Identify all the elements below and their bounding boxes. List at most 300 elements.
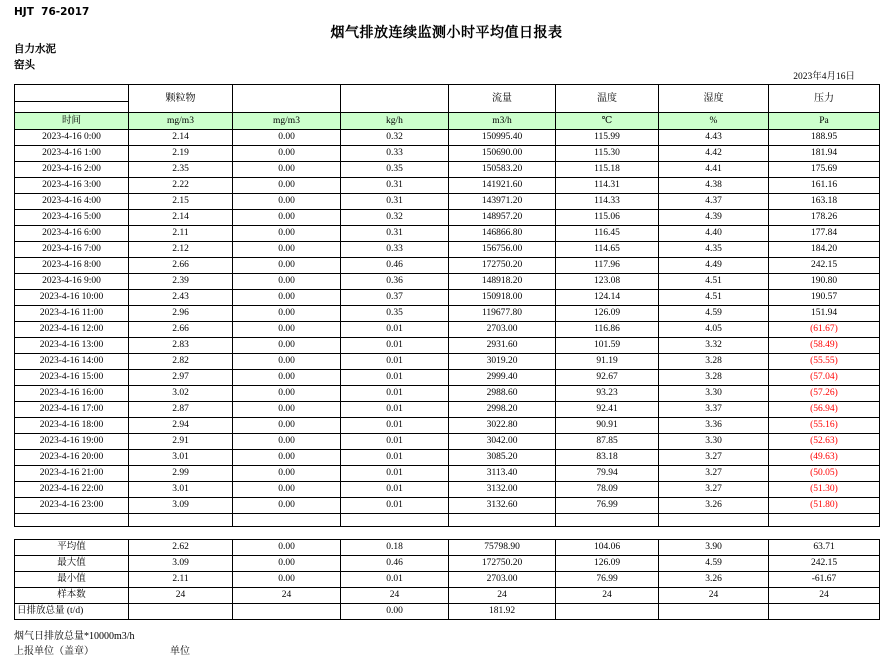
table-row <box>15 450 880 466</box>
value-cell: 0.00 <box>233 498 341 514</box>
value-cell: 2.87 <box>129 402 233 418</box>
time-cell: 2023-4-16 11:00 <box>15 306 129 322</box>
group-header-cell: 压力 <box>769 85 880 113</box>
hourly-data-table <box>14 84 880 527</box>
time-cell: 2023-4-16 23:00 <box>15 498 129 514</box>
company-name: 自力水泥 <box>14 44 56 55</box>
summary-value-cell <box>556 604 659 620</box>
summary-value-cell: 75798.90 <box>449 540 556 556</box>
time-cell: 2023-4-16 18:00 <box>15 418 129 434</box>
value-cell: 4.39 <box>659 210 769 226</box>
value-cell: 4.05 <box>659 322 769 338</box>
blank-cell <box>449 514 556 527</box>
time-cell: 2023-4-16 12:00 <box>15 322 129 338</box>
report-date: 2023年4月16日 <box>793 72 855 82</box>
value-cell: 0.00 <box>233 322 341 338</box>
value-cell: 123.08 <box>556 274 659 290</box>
group-header-cell: 湿度 <box>659 85 769 113</box>
time-cell: 2023-4-16 8:00 <box>15 258 129 274</box>
value-cell: 150583.20 <box>449 162 556 178</box>
value-cell: 2.19 <box>129 146 233 162</box>
report-title: 烟气排放连续监测小时平均值日报表 <box>330 26 563 41</box>
group-header-cell: 颗粒物 <box>129 85 233 113</box>
value-cell: (51.30) <box>769 482 880 498</box>
blank-cell <box>556 514 659 527</box>
value-cell: 2.99 <box>129 466 233 482</box>
unit-header-cell: ℃ <box>556 113 659 130</box>
value-cell: 2.97 <box>129 370 233 386</box>
value-cell: 0.01 <box>341 402 449 418</box>
value-cell: 0.00 <box>233 386 341 402</box>
value-cell: 0.35 <box>341 162 449 178</box>
value-cell: 0.32 <box>341 210 449 226</box>
footer-note: 烟气日排放总量*10000m3/h <box>14 631 135 642</box>
value-cell: 4.40 <box>659 226 769 242</box>
value-cell: 0.01 <box>341 354 449 370</box>
table-row <box>15 434 880 450</box>
value-cell: 0.01 <box>341 338 449 354</box>
time-cell: 2023-4-16 7:00 <box>15 242 129 258</box>
split-top-cell <box>15 85 128 102</box>
value-cell: 172750.20 <box>449 258 556 274</box>
value-cell: 3022.80 <box>449 418 556 434</box>
value-cell: (57.04) <box>769 370 880 386</box>
value-cell: 3.37 <box>659 402 769 418</box>
time-cell: 2023-4-16 14:00 <box>15 354 129 370</box>
footer <box>14 629 614 659</box>
unit-header-cell: % <box>659 113 769 130</box>
value-cell: 0.00 <box>233 466 341 482</box>
time-cell: 2023-4-16 22:00 <box>15 482 129 498</box>
value-cell: 2998.20 <box>449 402 556 418</box>
value-cell: 2.14 <box>129 210 233 226</box>
time-cell: 2023-4-16 13:00 <box>15 338 129 354</box>
value-cell: 0.00 <box>233 290 341 306</box>
summary-value-cell: 24 <box>341 588 449 604</box>
value-cell: 0.01 <box>341 498 449 514</box>
value-cell: 114.65 <box>556 242 659 258</box>
value-cell: (57.26) <box>769 386 880 402</box>
value-cell: 0.33 <box>341 242 449 258</box>
value-cell: 163.18 <box>769 194 880 210</box>
time-cell: 2023-4-16 21:00 <box>15 466 129 482</box>
summary-value-cell: 2703.00 <box>449 572 556 588</box>
value-cell: (50.05) <box>769 466 880 482</box>
value-cell: 161.16 <box>769 178 880 194</box>
value-cell: 78.09 <box>556 482 659 498</box>
summary-label-cell: 平均值 <box>15 540 129 556</box>
table-row <box>15 386 880 402</box>
value-cell: 87.85 <box>556 434 659 450</box>
value-cell: 0.31 <box>341 226 449 242</box>
value-cell: 4.41 <box>659 162 769 178</box>
group-header-cell <box>341 85 449 113</box>
unit-header-cell: mg/m3 <box>233 113 341 130</box>
value-cell: 0.32 <box>341 130 449 146</box>
value-cell: 117.96 <box>556 258 659 274</box>
value-cell: 101.59 <box>556 338 659 354</box>
value-cell: 2.66 <box>129 322 233 338</box>
unit-header-cell: kg/h <box>341 113 449 130</box>
value-cell: 3.26 <box>659 498 769 514</box>
value-cell: 4.59 <box>659 306 769 322</box>
value-cell: (51.80) <box>769 498 880 514</box>
value-cell: 0.00 <box>233 242 341 258</box>
value-cell: 151.94 <box>769 306 880 322</box>
value-cell: 3.27 <box>659 482 769 498</box>
value-cell: 2.43 <box>129 290 233 306</box>
value-cell: 3.01 <box>129 450 233 466</box>
time-cell: 2023-4-16 10:00 <box>15 290 129 306</box>
value-cell: 2.82 <box>129 354 233 370</box>
value-cell: 0.01 <box>341 322 449 338</box>
value-cell: 126.09 <box>556 306 659 322</box>
summary-value-cell <box>129 604 233 620</box>
value-cell: 0.00 <box>233 162 341 178</box>
time-cell: 2023-4-16 9:00 <box>15 274 129 290</box>
summary-value-cell: 0.00 <box>233 556 341 572</box>
time-header-split-cell <box>15 85 129 113</box>
time-cell: 2023-4-16 5:00 <box>15 210 129 226</box>
value-cell: 3113.40 <box>449 466 556 482</box>
summary-label-cell: 最大值 <box>15 556 129 572</box>
summary-row <box>15 604 880 620</box>
table-row <box>15 482 880 498</box>
summary-value-cell: 3.90 <box>659 540 769 556</box>
value-cell: 4.42 <box>659 146 769 162</box>
value-cell: 124.14 <box>556 290 659 306</box>
value-cell: 4.37 <box>659 194 769 210</box>
value-cell: 3019.20 <box>449 354 556 370</box>
value-cell: 76.99 <box>556 498 659 514</box>
summary-row <box>15 572 880 588</box>
value-cell: 0.01 <box>341 418 449 434</box>
value-cell: 0.00 <box>233 338 341 354</box>
table-row <box>15 210 880 226</box>
time-cell: 2023-4-16 19:00 <box>15 434 129 450</box>
unit-label: 单位 <box>170 646 190 657</box>
value-cell: 0.00 <box>233 210 341 226</box>
unit-header-cell: m3/h <box>449 113 556 130</box>
table-row <box>15 130 880 146</box>
table-row <box>15 402 880 418</box>
value-cell: 3.28 <box>659 354 769 370</box>
value-cell: 2988.60 <box>449 386 556 402</box>
summary-value-cell: 24 <box>769 588 880 604</box>
value-cell: 0.00 <box>233 306 341 322</box>
value-cell: 3.28 <box>659 370 769 386</box>
summary-value-cell: 24 <box>659 588 769 604</box>
value-cell: (52.63) <box>769 434 880 450</box>
value-cell: 150918.00 <box>449 290 556 306</box>
value-cell: 0.31 <box>341 178 449 194</box>
summary-value-cell: 24 <box>556 588 659 604</box>
value-cell: 0.00 <box>233 434 341 450</box>
value-cell: 0.01 <box>341 434 449 450</box>
value-cell: 3.01 <box>129 482 233 498</box>
value-cell: (49.63) <box>769 450 880 466</box>
time-cell: 2023-4-16 17:00 <box>15 402 129 418</box>
time-cell: 2023-4-16 20:00 <box>15 450 129 466</box>
value-cell: 0.00 <box>233 146 341 162</box>
value-cell: 92.41 <box>556 402 659 418</box>
value-cell: 4.51 <box>659 290 769 306</box>
value-cell: 0.00 <box>233 402 341 418</box>
value-cell: 79.94 <box>556 466 659 482</box>
value-cell: 3132.00 <box>449 482 556 498</box>
value-cell: 181.94 <box>769 146 880 162</box>
value-cell: 143971.20 <box>449 194 556 210</box>
summary-value-cell: 3.26 <box>659 572 769 588</box>
blank-cell <box>659 514 769 527</box>
value-cell: 91.19 <box>556 354 659 370</box>
table-row <box>15 242 880 258</box>
value-cell: 0.31 <box>341 194 449 210</box>
value-cell: 119677.80 <box>449 306 556 322</box>
table-row <box>15 306 880 322</box>
value-cell: 3.36 <box>659 418 769 434</box>
blank-cell <box>129 514 233 527</box>
value-cell: 0.00 <box>233 226 341 242</box>
summary-value-cell: 0.00 <box>341 604 449 620</box>
summary-value-cell: 0.01 <box>341 572 449 588</box>
summary-value-cell: 172750.20 <box>449 556 556 572</box>
value-cell: 116.45 <box>556 226 659 242</box>
group-header-cell: 温度 <box>556 85 659 113</box>
value-cell: 178.26 <box>769 210 880 226</box>
group-header-cell: 流量 <box>449 85 556 113</box>
value-cell: 2.94 <box>129 418 233 434</box>
time-cell: 2023-4-16 1:00 <box>15 146 129 162</box>
value-cell: 116.86 <box>556 322 659 338</box>
value-cell: 3.27 <box>659 450 769 466</box>
value-cell: 0.00 <box>233 130 341 146</box>
value-cell: 0.01 <box>341 482 449 498</box>
summary-value-cell: 0.46 <box>341 556 449 572</box>
summary-row <box>15 556 880 572</box>
time-cell: 2023-4-16 4:00 <box>15 194 129 210</box>
value-cell: 0.37 <box>341 290 449 306</box>
summary-label-cell: 样本数 <box>15 588 129 604</box>
value-cell: 3.30 <box>659 434 769 450</box>
blank-cell <box>233 514 341 527</box>
value-cell: 4.43 <box>659 130 769 146</box>
table-row <box>15 322 880 338</box>
table-row <box>15 162 880 178</box>
table-row <box>15 290 880 306</box>
table-row <box>15 466 880 482</box>
summary-value-cell: 2.62 <box>129 540 233 556</box>
value-cell: 4.51 <box>659 274 769 290</box>
value-cell: 175.69 <box>769 162 880 178</box>
table-row <box>15 418 880 434</box>
value-cell: 2.15 <box>129 194 233 210</box>
value-cell: 148957.20 <box>449 210 556 226</box>
value-cell: 0.00 <box>233 418 341 434</box>
value-cell: 2.83 <box>129 338 233 354</box>
value-cell: (55.16) <box>769 418 880 434</box>
summary-value-cell: 104.06 <box>556 540 659 556</box>
value-cell: 2.14 <box>129 130 233 146</box>
value-cell: 90.91 <box>556 418 659 434</box>
value-cell: 0.35 <box>341 306 449 322</box>
time-cell: 2023-4-16 15:00 <box>15 370 129 386</box>
value-cell: 3.27 <box>659 466 769 482</box>
value-cell: 115.18 <box>556 162 659 178</box>
summary-value-cell: 3.09 <box>129 556 233 572</box>
summary-value-cell: 24 <box>129 588 233 604</box>
value-cell: 0.00 <box>233 258 341 274</box>
value-cell: 2.11 <box>129 226 233 242</box>
value-cell: 2.66 <box>129 258 233 274</box>
value-cell: 2931.60 <box>449 338 556 354</box>
value-cell: 2.39 <box>129 274 233 290</box>
doc-code: HJT 76-2017 <box>14 6 90 18</box>
value-cell: 3.09 <box>129 498 233 514</box>
group-header-cell <box>233 85 341 113</box>
value-cell: 2703.00 <box>449 322 556 338</box>
value-cell: 3.30 <box>659 386 769 402</box>
value-cell: 156756.00 <box>449 242 556 258</box>
value-cell: 190.57 <box>769 290 880 306</box>
table-row <box>15 226 880 242</box>
value-cell: 0.36 <box>341 274 449 290</box>
value-cell: 93.23 <box>556 386 659 402</box>
time-cell: 2023-4-16 2:00 <box>15 162 129 178</box>
value-cell: 141921.60 <box>449 178 556 194</box>
value-cell: 2.22 <box>129 178 233 194</box>
split-bottom-cell <box>15 102 128 112</box>
value-cell: 2.91 <box>129 434 233 450</box>
value-cell: 115.30 <box>556 146 659 162</box>
value-cell: 0.00 <box>233 354 341 370</box>
value-cell: 4.49 <box>659 258 769 274</box>
value-cell: 115.99 <box>556 130 659 146</box>
summary-row <box>15 540 880 556</box>
value-cell: 2.96 <box>129 306 233 322</box>
summary-value-cell: 24 <box>449 588 556 604</box>
value-cell: 2.12 <box>129 242 233 258</box>
time-cell: 2023-4-16 0:00 <box>15 130 129 146</box>
value-cell: (56.94) <box>769 402 880 418</box>
value-cell: 3.02 <box>129 386 233 402</box>
summary-value-cell: 4.59 <box>659 556 769 572</box>
summary-label-cell: 日排放总量 (t/d) <box>15 604 129 620</box>
table-row <box>15 258 880 274</box>
table-row <box>15 194 880 210</box>
value-cell: 0.01 <box>341 450 449 466</box>
blank-cell <box>15 514 129 527</box>
summary-value-cell <box>769 604 880 620</box>
value-cell: 0.01 <box>341 370 449 386</box>
value-cell: 184.20 <box>769 242 880 258</box>
value-cell: 0.00 <box>233 370 341 386</box>
table-row <box>15 354 880 370</box>
time-cell: 2023-4-16 16:00 <box>15 386 129 402</box>
value-cell: 2999.40 <box>449 370 556 386</box>
unit-header-cell: mg/m3 <box>129 113 233 130</box>
summary-label-cell: 最小值 <box>15 572 129 588</box>
value-cell: 3085.20 <box>449 450 556 466</box>
value-cell: 150995.40 <box>449 130 556 146</box>
summary-value-cell: 126.09 <box>556 556 659 572</box>
summary-value-cell: -61.67 <box>769 572 880 588</box>
value-cell: 2.35 <box>129 162 233 178</box>
value-cell: 0.33 <box>341 146 449 162</box>
summary-value-cell: 0.00 <box>233 572 341 588</box>
value-cell: (58.49) <box>769 338 880 354</box>
summary-table <box>14 539 880 620</box>
value-cell: 0.00 <box>233 274 341 290</box>
table-row <box>15 338 880 354</box>
value-cell: 188.95 <box>769 130 880 146</box>
table-row <box>15 178 880 194</box>
value-cell: 0.00 <box>233 194 341 210</box>
value-cell: 3042.00 <box>449 434 556 450</box>
report-unit-label: 上报单位（盖章） <box>14 646 94 657</box>
summary-value-cell: 0.18 <box>341 540 449 556</box>
value-cell: 0.00 <box>233 482 341 498</box>
value-cell: 150690.00 <box>449 146 556 162</box>
table-row <box>15 274 880 290</box>
value-cell: 4.38 <box>659 178 769 194</box>
value-cell: 4.35 <box>659 242 769 258</box>
value-cell: 0.00 <box>233 450 341 466</box>
summary-value-cell: 242.15 <box>769 556 880 572</box>
value-cell: 0.00 <box>233 178 341 194</box>
value-cell: 114.33 <box>556 194 659 210</box>
summary-value-cell <box>659 604 769 620</box>
value-cell: 0.01 <box>341 466 449 482</box>
value-cell: 114.31 <box>556 178 659 194</box>
value-cell: 0.01 <box>341 386 449 402</box>
summary-value-cell: 2.11 <box>129 572 233 588</box>
value-cell: 190.80 <box>769 274 880 290</box>
value-cell: 3.32 <box>659 338 769 354</box>
group-header-row <box>15 85 880 113</box>
value-cell: 177.84 <box>769 226 880 242</box>
value-cell: 83.18 <box>556 450 659 466</box>
summary-value-cell: 181.92 <box>449 604 556 620</box>
value-cell: 146866.80 <box>449 226 556 242</box>
value-cell: (61.67) <box>769 322 880 338</box>
blank-cell <box>769 514 880 527</box>
value-cell: (55.55) <box>769 354 880 370</box>
table-row <box>15 370 880 386</box>
blank-row <box>15 514 880 527</box>
table-row <box>15 146 880 162</box>
value-cell: 0.46 <box>341 258 449 274</box>
value-cell: 92.67 <box>556 370 659 386</box>
time-column-header: 时间 <box>15 113 129 130</box>
time-cell: 2023-4-16 6:00 <box>15 226 129 242</box>
time-cell: 2023-4-16 3:00 <box>15 178 129 194</box>
table-row <box>15 498 880 514</box>
summary-row <box>15 588 880 604</box>
summary-value-cell <box>233 604 341 620</box>
unit-header-cell: Pa <box>769 113 880 130</box>
blank-cell <box>341 514 449 527</box>
unit-header-row <box>15 113 880 130</box>
summary-value-cell: 0.00 <box>233 540 341 556</box>
value-cell: 3132.60 <box>449 498 556 514</box>
summary-value-cell: 24 <box>233 588 341 604</box>
summary-value-cell: 63.71 <box>769 540 880 556</box>
station-name: 窑头 <box>14 60 35 71</box>
value-cell: 242.15 <box>769 258 880 274</box>
value-cell: 115.06 <box>556 210 659 226</box>
value-cell: 148918.20 <box>449 274 556 290</box>
